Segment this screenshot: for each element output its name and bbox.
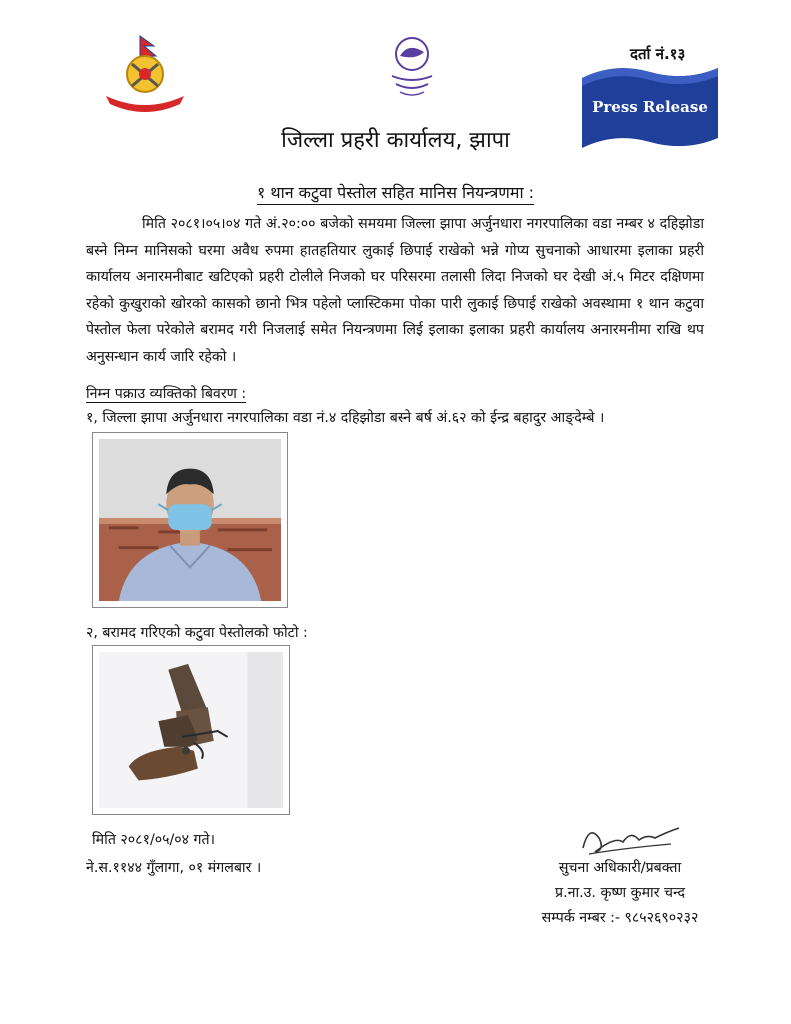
district-police-logo xyxy=(378,32,446,100)
signatory-block xyxy=(500,856,740,931)
subject-text: १ थान कटुवा पेस्तोल सहित मानिस नियन्त्रणमा : xyxy=(257,183,534,205)
nepal-era-date: ने.स.११४४ गुँलागा, ०१ मंगलबार । xyxy=(86,860,262,876)
signatory-contact: सम्पर्क नम्बर :- ९८५२६९०२३२ xyxy=(541,910,699,926)
recovered-pistol-photo xyxy=(92,645,290,815)
pistol-caption: २, बरामद गरिएको कटुवा पेस्तोलको फोटो : xyxy=(86,625,308,641)
arrested-person-line: १, जिल्ला झापा अर्जुनधारा नगरपालिका वडा नं.४ दहिझोडा बस्ने बर्ष अं.६२ को ईन्द्र बहादुर आङ्देम्बे । xyxy=(86,410,605,426)
nepal-police-logo xyxy=(100,34,190,114)
details-heading xyxy=(86,384,246,403)
signatory-role: सुचना अधिकारी/प्रबक्ता xyxy=(558,860,682,876)
issue-date: मिति २०८१/०५/०४ गते। xyxy=(92,832,215,848)
subject-heading xyxy=(0,181,791,203)
arrested-person-photo xyxy=(92,432,288,608)
details-heading-text: निम्न पक्राउ व्यक्तिको बिवरण : xyxy=(86,386,247,402)
signatory-name: प्र.ना.उ. कृष्ण कुमार चन्द xyxy=(555,885,685,901)
press-release-label: Press Release xyxy=(592,98,708,116)
office-title: जिल्ला प्रहरी कार्यालय, झापा xyxy=(281,128,510,153)
registration-number: दर्ता नं.१३ xyxy=(630,45,686,63)
body-paragraph: मिति २०८१।०५।०४ गते अं.२०:०० बजेको समयमा जिल्ला झापा अर्जुनधारा नगरपालिका वडा नम्बर ४ दहिझोडा बस्ने निम्न मानिसको घरमा अवैध रुपमा हातहतियार लुकाई छिपाई राखेको भन्ने गोप्य सुचनाको आधारमा इलाका प्रहरी कार्यालय अनारमनीबाट खटिएको प्रहरी टोलीले निजको घर परिसरमा तलासी लिदा निजको घर देखी अं.५ मिटर दक्षिणमा रहेको कुखुराको खोरको कासको छानो भित्र पहेलो प्लास्टिकमा पोका पारी लुकाई छिपाई राखेको अवस्थामा १ थान कटुवा पेस्तोल फेला परेकोले बरामद गरी निजलाई समेत नियन्त्रणमा लिई इलाका इलाका प्रहरी कार्यालय अनारमनीमा राखि थप अनुसन्धान कार्य जारि रहेको । xyxy=(86,216,704,365)
